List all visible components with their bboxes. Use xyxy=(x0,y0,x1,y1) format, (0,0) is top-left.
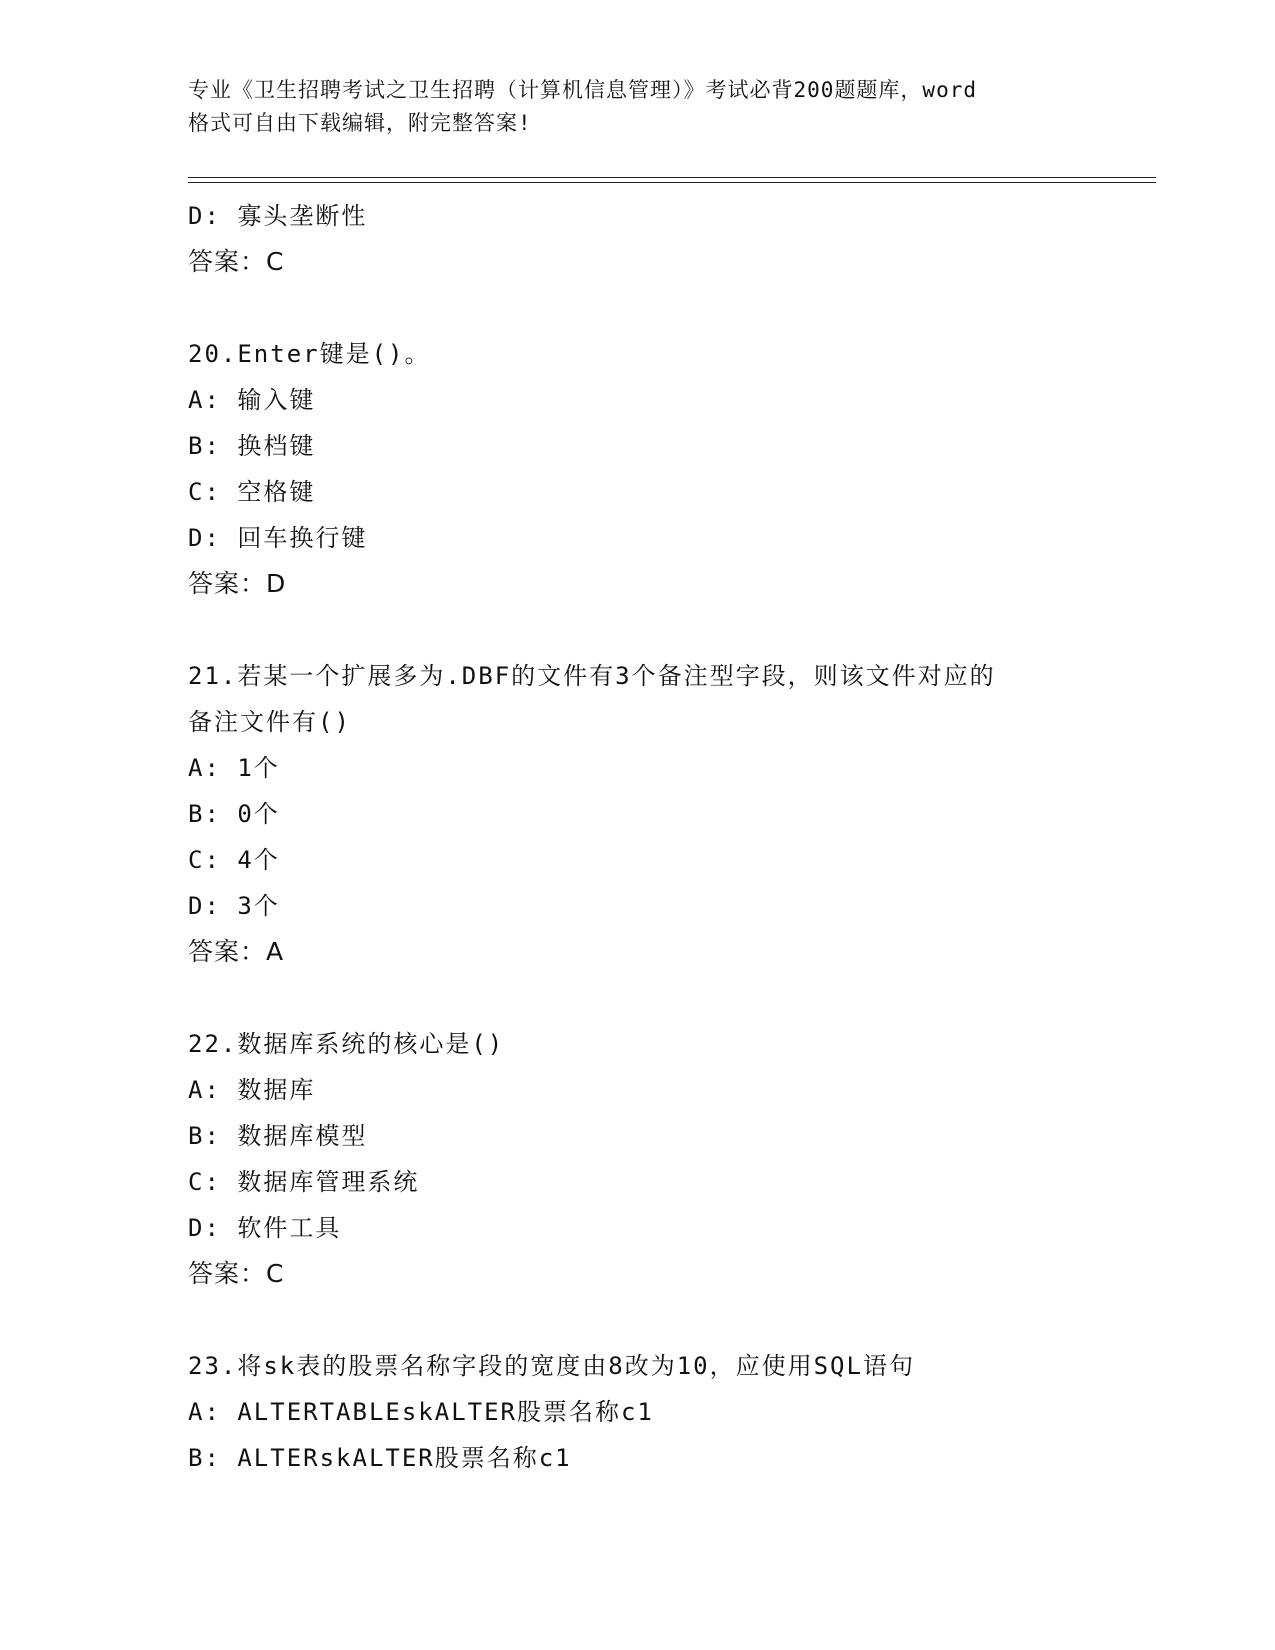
q20-option-a: A: 输入键 xyxy=(188,386,316,414)
q22-option-b: B: 数据库模型 xyxy=(188,1122,368,1150)
q23-option-b: B: ALTERskALTER股票名称c1 xyxy=(188,1444,572,1472)
spacer xyxy=(188,1297,1088,1343)
q20-answer: 答案：D xyxy=(188,569,287,598)
q22-stem: 22.数据库系统的核心是() xyxy=(188,1030,505,1058)
q21-option-a: A: 1个 xyxy=(188,754,280,782)
header-line-2: 格式可自由下载编辑，附完整答案! xyxy=(188,111,532,135)
q21-option-b: B: 0个 xyxy=(188,800,280,828)
q22-option-c: C: 数据库管理系统 xyxy=(188,1168,420,1196)
document-header xyxy=(188,74,1088,140)
spacer xyxy=(188,975,1088,1021)
header-rule-bottom xyxy=(188,182,1156,183)
spacer xyxy=(188,607,1088,653)
q22-option-d: D: 软件工具 xyxy=(188,1214,342,1242)
q21-option-c: C: 4个 xyxy=(188,846,280,874)
q21-answer: 答案：A xyxy=(188,937,285,966)
spacer xyxy=(188,285,1088,331)
q21-stem-line-1: 21.若某一个扩展多为.DBF的文件有3个备注型字段，则该文件对应的 xyxy=(188,662,996,690)
header-rule-top xyxy=(188,177,1156,178)
question-list xyxy=(188,193,1088,1481)
q20-stem: 20.Enter键是()。 xyxy=(188,340,431,368)
q20-option-b: B: 换档键 xyxy=(188,432,316,460)
prev-option-d: D: 寡头垄断性 xyxy=(188,202,368,230)
q21-option-d: D: 3个 xyxy=(188,892,280,920)
prev-answer: 答案：C xyxy=(188,247,285,276)
q21-stem-line-2: 备注文件有() xyxy=(188,708,351,736)
q20-option-c: C: 空格键 xyxy=(188,478,316,506)
q20-option-d: D: 回车换行键 xyxy=(188,524,368,552)
q22-answer: 答案：C xyxy=(188,1259,285,1288)
q22-option-a: A: 数据库 xyxy=(188,1076,316,1104)
q23-stem: 23.将sk表的股票名称字段的宽度由8改为10，应使用SQL语句 xyxy=(188,1352,915,1380)
q23-option-a: A: ALTERTABLEskALTER股票名称c1 xyxy=(188,1398,654,1426)
header-line-1: 专业《卫生招聘考试之卫生招聘（计算机信息管理）》考试必背200题题库，word xyxy=(188,78,977,102)
